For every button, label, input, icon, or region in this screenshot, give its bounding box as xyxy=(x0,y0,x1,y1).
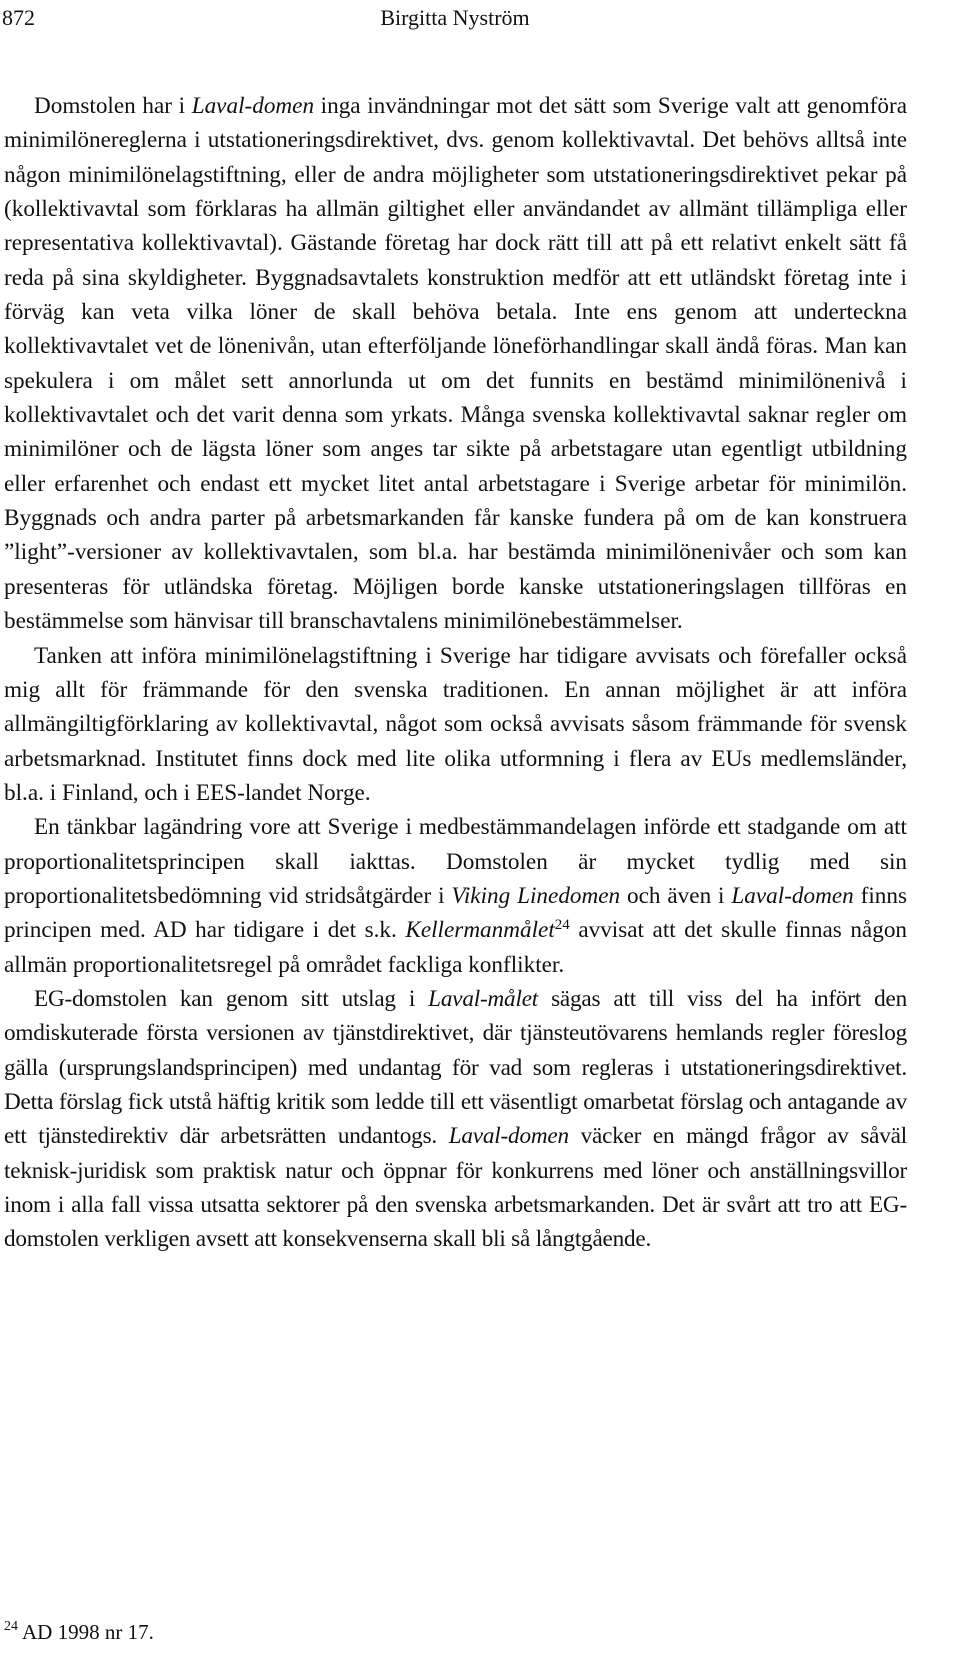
paragraph-text: Tanken att införa minimilönelagstiftning i Sverige har tidigare avvisats och förefaller också mig allt för främmande för den svenska traditionen. En annan möjlighet är att införa allmängiltigförklaring av kollektivavtal, något som också avvisats såsom främmande för svensk arbetsmarknad. Institutet finns dock med lite olika utformning i flera av EUs medlemsländer, bl.a. i Finland, och i EES-landet Norge. xyxy=(4,642,907,806)
footnote xyxy=(4,1617,904,1647)
running-header xyxy=(2,2,908,34)
paragraph-text: En tänkbar lagändring vore att Sverige i medbestämmandelagen införde ett stadgande om att proportionalitetsprincipen skall iakttas. Domstolen är mycket tydlig med sin proportionalitetsbedömning vid stridsåtgärder i xyxy=(4,814,907,909)
case-name-italic: Kellermanmålet xyxy=(405,917,555,944)
paragraph-text: EG-domstolen kan genom sitt utslag i xyxy=(34,985,429,1012)
paragraph-text: finns principen med. AD har tidigare i det s.k. xyxy=(4,882,907,944)
paragraph-text: avvisat att det skulle finnas någon allmän proportionalitetsregel på området fackliga konflikter. xyxy=(4,917,908,978)
paragraph-1 xyxy=(4,89,907,639)
paragraph-text: inga invändningar mot det sätt som Sverige valt att genomföra minimilönereglerna i utstationeringsdirektivet, dvs. genom kollektivavtal. Det behövs alltså inte någon minimilönelagstiftning, eller de andra möjligheter som utstationeringsdirektivet pekar på (kollektivavtal som förklaras ha allmän giltighet eller användandet av allmänt tillämpliga eller representativa kollektivavtal). Gästande företag har dock rätt till att på ett relativt enkelt sätt få reda på sina skyldigheter. Byggnadsavtalets konstruktion medför att ett utländskt företag inte i förväg kan veta vilka löner de skall behöva betala. Inte ens genom att underteckna kollektivavtalet vet de lönenivån, utan efterföljande löneförhandlingar skall ändå föras. Man kan spekulera i om målet sett annorlunda ut om det funnits en bestämd minimilönenivå i kollektivavtalet och det varit denna som yrkats. Många svenska kollektivavtal saknar regler om minimilöner och de lägsta löner som anges tar sikte på arbetstagare utan egentligt utbildning eller erfarenhet och endast ett mycket litet antal arbetstagare i Sverige arbetar för minimilön. Byggnads och andra parter på arbetsmarkanden får kanske fundera på om de kan konstruera ”light”-versioner av kollektivavtalen, som bl.a. har bestämda minimilönenivåer och som kan presenteras för utländska företag. Möjligen borde kanske utstationeringslagen tillföras en bestämmelse som hänvisar till branschavtalens minimilönebestämmelser. xyxy=(4,93,908,635)
paragraph-4 xyxy=(4,982,907,1257)
paragraph-2 xyxy=(4,639,907,811)
paragraph-text: väcker en mängd frågor av såväl teknisk-juridisk som praktisk natur och öppnar för konkurrens med löner och anställningsvillor inom i alla fall vissa utsatta sektorer på den svenska arbetsmarkanden. Det är svårt att tro att EG-domstolen verkligen avsett att konsekvenserna skall bli så långtgående. xyxy=(4,1123,907,1253)
running-head-author: Birgitta Nyström xyxy=(380,5,530,30)
footnote-reference[interactable]: 24 xyxy=(554,917,570,934)
body-text xyxy=(4,89,907,1257)
case-name-italic: Laval-domen xyxy=(191,93,315,119)
page-number: 872 xyxy=(2,5,35,30)
footnote-number: 24 xyxy=(4,1619,18,1634)
paragraph-text: sägas att till viss del ha infört den omdiskuterade första versionen av tjänstdirektivet, där tjänsteutövarens hemlands regler föreslog gälla (ursprungslandsprincipen) med undantag för vad som regleras i utstationeringsdirektivet. Detta förslag fick utstå häftig kritik som ledde till ett väsentligt omarbetat förslag och antagande av ett tjänstedirektiv där arbetsrätten undantogs. xyxy=(4,985,907,1150)
footnote-text: AD 1998 nr 17. xyxy=(22,1620,154,1644)
case-name-italic: Laval-domen xyxy=(448,1123,569,1150)
paragraph-text: Domstolen har i xyxy=(34,93,192,119)
case-name-italic: Laval-målet xyxy=(428,985,539,1012)
paragraph-3 xyxy=(4,810,907,982)
case-name-italic: Viking Linedomen xyxy=(451,882,621,909)
paragraph-text: och även i xyxy=(620,882,732,909)
case-name-italic: Laval-domen xyxy=(731,882,854,909)
